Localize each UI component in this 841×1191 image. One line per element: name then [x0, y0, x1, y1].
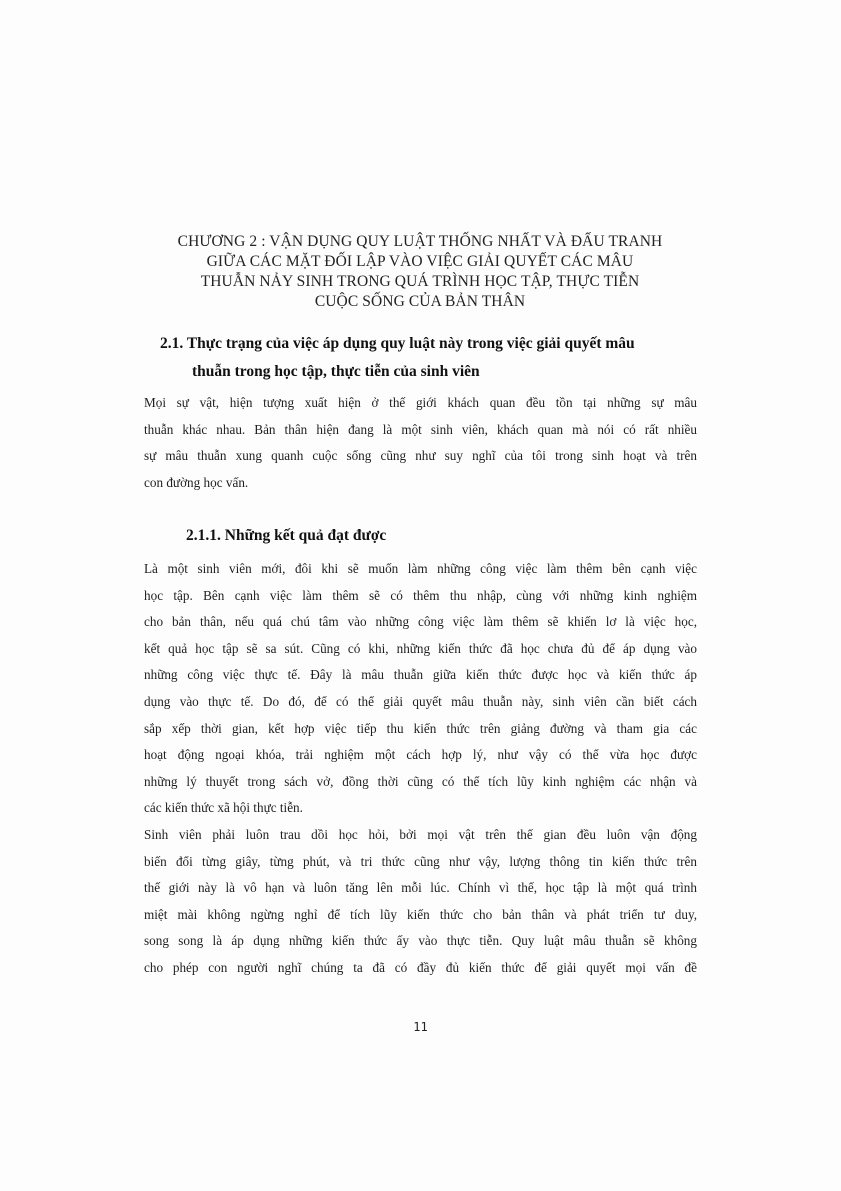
paragraph-line: các kiến thức xã hội thực tiễn.	[144, 800, 303, 816]
paragraph-line: học tập. Bên cạnh việc làm thêm sẽ có thêm thu nhập, cùng với những kinh nghiệm	[144, 587, 697, 603]
intro-paragraph	[144, 390, 697, 496]
paragraph-results	[144, 556, 697, 822]
section-heading-line: 2.1. Thực trạng của việc áp dụng quy luật này trong việc giải quyết mâu	[160, 335, 635, 352]
paragraph-line: thế giới này là vô hạn và luôn tăng lên mỗi lúc. Chính vì thế, học tập là một quá trình	[144, 880, 697, 896]
paragraph-line: những lý thuyết trong sách vở, đồng thời cũng có thể tích lũy kinh nghiệm các nhận và	[144, 773, 697, 789]
paragraph-line: Sinh viên phải luôn trau dồi học hỏi, bởi mọi vật trên thế gian đều luôn vận động	[144, 827, 697, 842]
paragraph-learning	[144, 822, 697, 982]
section-heading-2-1	[160, 330, 720, 386]
chapter-title-line: THUẪN NẢY SINH TRONG QUÁ TRÌNH HỌC TẬP, THỰC TIỄN	[200, 273, 640, 290]
paragraph-line: hoạt động ngoại khóa, trải nghiệm một cách hợp lý, như vậy có thể vừa học được	[144, 747, 697, 763]
paragraph-line: thuẫn khác nhau. Bản thân hiện đang là một sinh viên, khách quan mà nói có rất nhiều	[144, 421, 697, 437]
chapter-title-line: CUỘC SỐNG CỦA BẢN THÂN	[314, 293, 526, 310]
paragraph-line: kết quả học tập sẽ sa sút. Cũng có khi, những kiến thức đã học chưa đủ để áp dụng vào	[144, 640, 697, 656]
paragraph-line: Là một sinh viên mới, đôi khi sẽ muốn làm những công việc làm thêm bên cạnh việc	[144, 561, 697, 576]
paragraph-line: song song là áp dụng những kiến thức ấy vào thực tiễn. Quy luật mâu thuẫn sẽ không	[144, 933, 697, 949]
chapter-title-line: GIỮA CÁC MẶT ĐỐI LẬP VÀO VIỆC GIẢI QUYẾT CÁC MÂU	[206, 253, 634, 270]
paragraph-line: sự mâu thuẫn xung quanh cuộc sống cũng như suy nghĩ của tôi trong sinh hoạt và trên	[144, 448, 697, 464]
paragraph-line: Mọi sự vật, hiện tượng xuất hiện ở thế giới khách quan đều tồn tại những sự mâu	[144, 395, 697, 410]
chapter-title-line: CHƯƠNG 2 : VẬN DỤNG QUY LUẬT THỐNG NHẤT VÀ ĐẤU TRANH	[177, 233, 663, 250]
paragraph-line: miệt mài không ngừng nghỉ để tích lũy kiến thức cho bản thân và phát triển tư duy,	[144, 906, 697, 922]
paragraph-line: biến đổi từng giây, từng phút, và tri thức cũng như vậy, lượng thông tin kiến thức trên	[144, 853, 697, 869]
paragraph-line: cho phép con người nghĩ chúng ta đã có đầy đủ kiến thức để giải quyết mọi vấn đề	[144, 959, 697, 975]
paragraph-line: những công việc thực tế. Đây là mâu thuẫn giữa kiến thức được học và kiến thức áp	[144, 667, 697, 683]
paragraph-line: dụng vào thực tế. Do đó, để có thể giải quyết mâu thuẫn này, sinh viên cần biết cách	[144, 693, 697, 709]
section-heading-line: thuẫn trong học tập, thực tiễn của sinh viên	[192, 363, 480, 380]
paragraph-line: sắp xếp thời gian, kết hợp việc tiếp thu kiến thức trên giảng đường và tham gia các	[144, 720, 697, 736]
page-number: 11	[413, 1020, 428, 1034]
chapter-title	[140, 232, 700, 312]
paragraph-line: con đường học vấn.	[144, 474, 249, 490]
paragraph-line: cho bản thân, nếu quá chú tâm vào những công việc làm thêm sẽ khiến lơ là việc học,	[144, 614, 697, 630]
section-heading-2-1-1: 2.1.1. Những kết quả đạt được	[186, 527, 387, 544]
